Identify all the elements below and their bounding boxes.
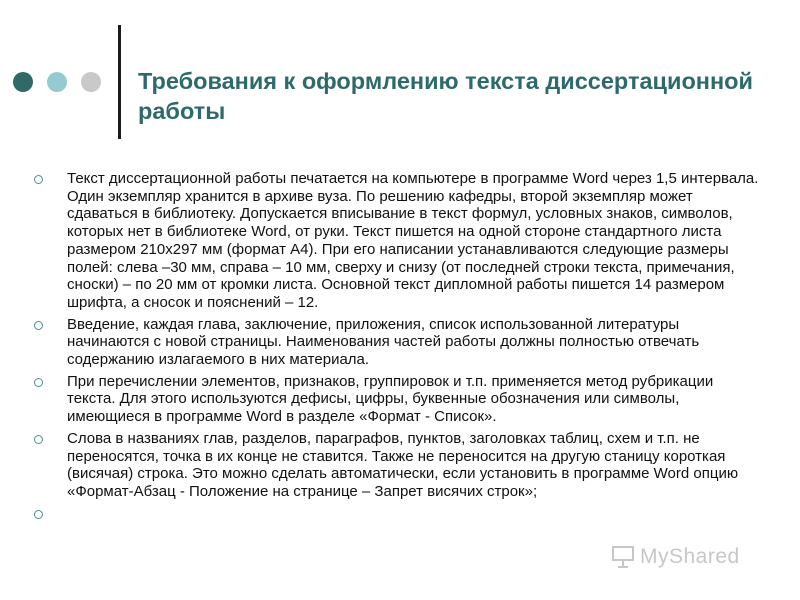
bullet-circle-icon xyxy=(34,378,43,387)
slide-title: Требования к оформлению текста диссертационной работы xyxy=(138,68,753,124)
watermark-text: MyShared xyxy=(640,545,740,568)
title-divider xyxy=(118,25,121,139)
watermark xyxy=(610,545,740,569)
bullet-item-empty xyxy=(34,505,764,523)
bullet-text: Текст диссертационной работы печатается на компьютере в программе Word через 1,5 интервала. Один экземпляр хранится в архиве вуза. По решению кафедры, второй экземпляр может сдаваться в библиотеку. Допускается вписывание в текст формул, условных знаков, символов, которых нет в библиотеке Word, от руки. Текст пишется на одной стороне стандартного листа размером 210х297 мм (формат А4). При его написании устанавливаются следующие размеры полей: слева –30 мм, справа – 10 мм, сверху и снизу (от последней строки текста, примечания, сноски) – по 20 мм от кромки листа. Основной текст дипломной работы пишется 14 размером шрифта, а сносок и пояснений – 12. xyxy=(67,170,759,311)
decorative-dot-gray xyxy=(81,72,101,92)
bullet-circle-icon xyxy=(34,435,43,444)
decorative-dot-light xyxy=(47,72,67,92)
bullet-item xyxy=(34,430,764,501)
bullet-text: Слова в названиях глав, разделов, параграфов, пунктов, заголовках таблиц, схем и т.п. не переносятся, точка в их конце не ставится. Также не переносится на другую станицу короткая (висячая) строка. Это можно сделать автоматически, если установить в программе Word опцию «Формат-Абзац - Положение на странице – Запрет висячих строк»; xyxy=(67,429,739,500)
bullet-circle-icon xyxy=(34,175,43,184)
bullet-list xyxy=(34,170,764,527)
bullet-text: При перечислении элементов, признаков, группировок и т.п. применяется метод рубрикации текста. Для этого используются дефисы, цифры, буквенные обозначения или символы, имеющиеся в программе Word в разделе «Формат - Список». xyxy=(67,372,714,426)
bullet-text: Введение, каждая глава, заключение, приложения, список использованной литературы начинаются с новой страницы. Наименования частей работы должны полностью отвечать содержанию излагаемого в них материала. xyxy=(67,315,700,369)
bullet-item xyxy=(34,373,764,426)
bullet-circle-icon xyxy=(34,510,43,519)
bullet-item xyxy=(34,170,764,312)
presentation-board-icon xyxy=(610,545,636,569)
bullet-item xyxy=(34,316,764,369)
bullet-circle-icon xyxy=(34,321,43,330)
bullet-text xyxy=(67,505,764,523)
decorative-dot-dark xyxy=(13,72,33,92)
